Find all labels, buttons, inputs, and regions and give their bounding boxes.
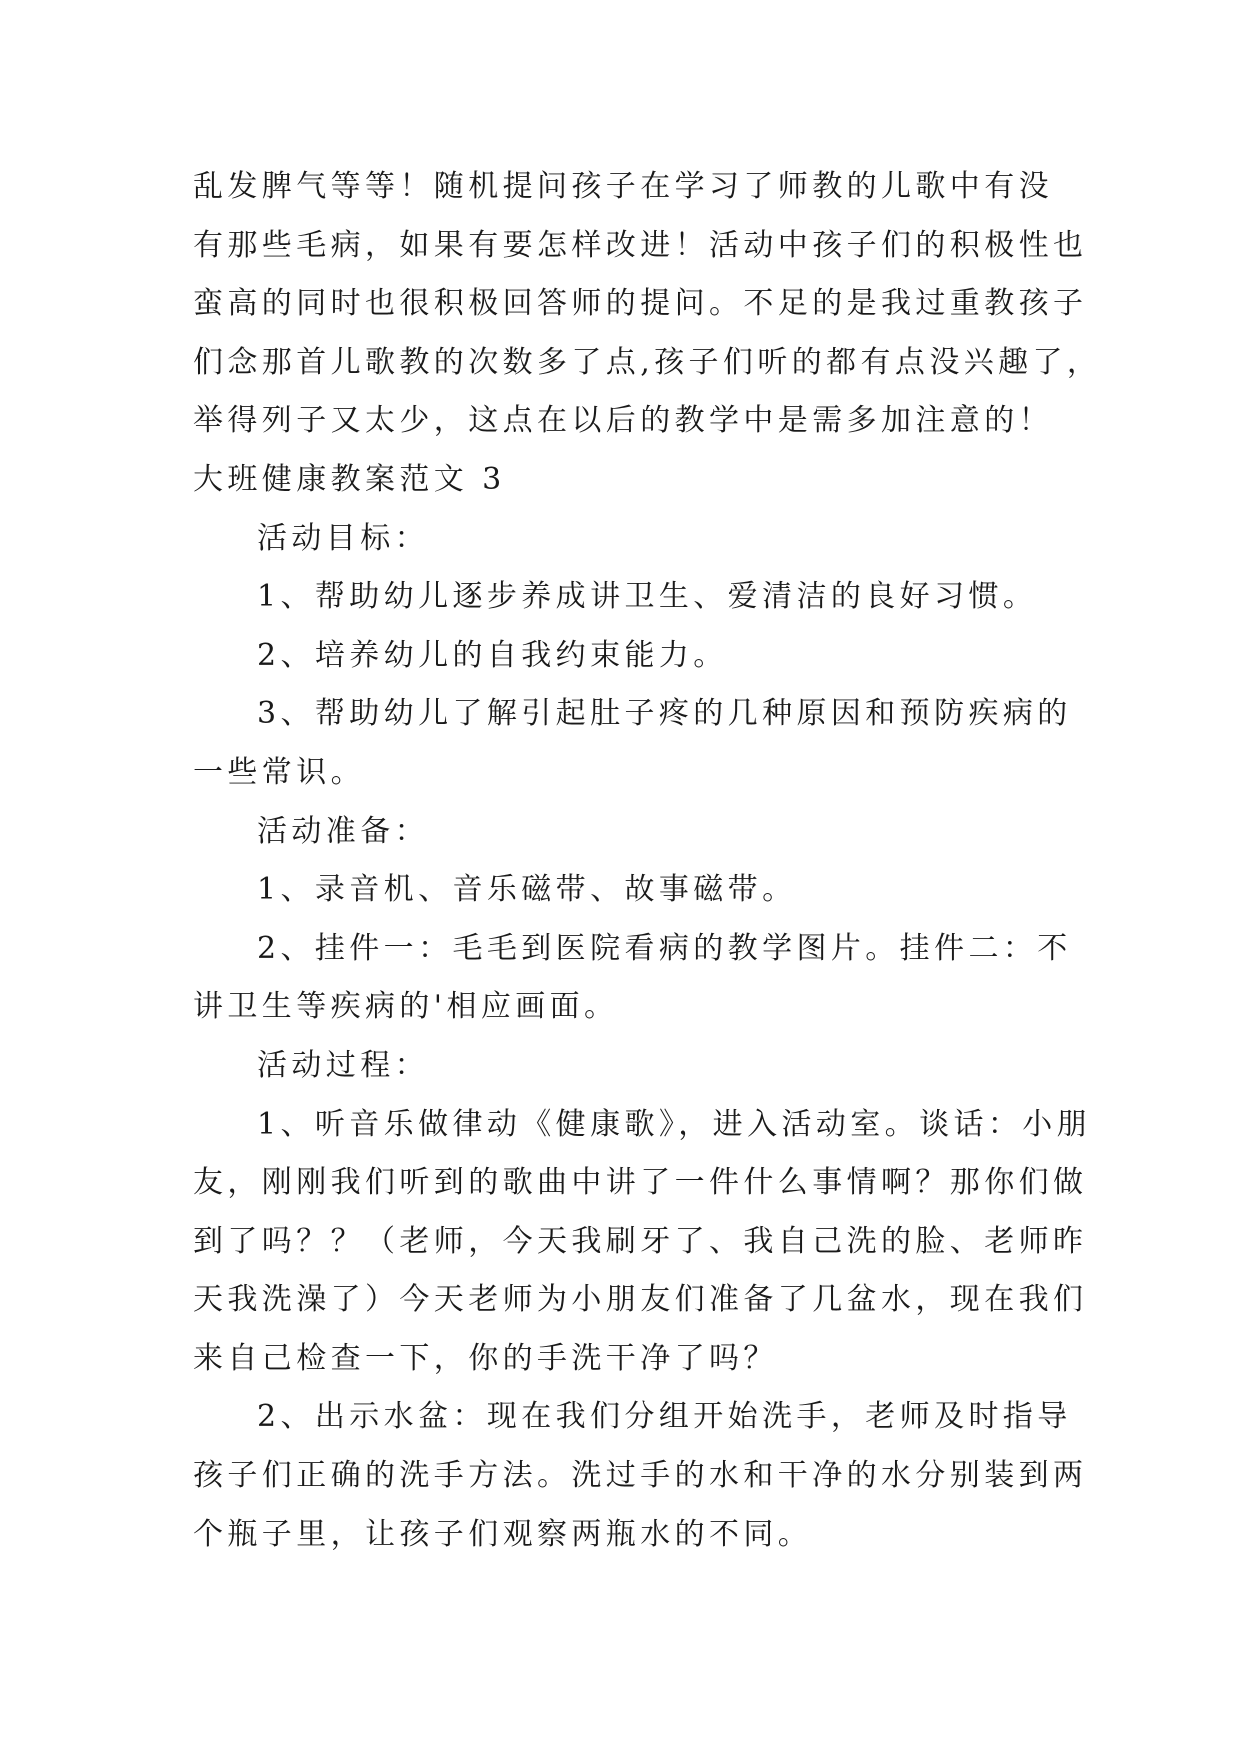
text-line: 天我洗澡了）今天老师为小朋友们准备了几盆水，现在我们: [193, 1282, 1088, 1318]
text-line: 2、培养幼儿的自我约束能力。: [257, 637, 728, 673]
text-line: 1、帮助幼儿逐步养成讲卫生、爱清洁的良好习惯。: [257, 579, 1038, 615]
text-line: 活动准备：: [257, 813, 429, 849]
text-line: 1、录音机、音乐磁带、故事磁带。: [257, 872, 797, 908]
text-line: 讲卫生等疾病的'相应画面。: [193, 989, 619, 1025]
text-line: 到了吗？？（老师，今天我刷牙了、我自己洗的脸、老师昨: [193, 1223, 1088, 1259]
text-line: 活动目标：: [257, 520, 429, 556]
text-line: 1、听音乐做律动《健康歌》，进入活动室。谈话：小朋: [257, 1106, 1092, 1142]
text-line: 活动过程：: [257, 1047, 429, 1083]
text-line: 来自己检查一下，你的手洗干净了吗？: [193, 1340, 778, 1376]
text-line: 友，刚刚我们听到的歌曲中讲了一件什么事情啊？那你们做: [193, 1165, 1088, 1201]
document-body: [193, 158, 1102, 1564]
text-line: 一些常识。: [193, 754, 365, 790]
text-line: 蛮高的同时也很积极回答师的提问。不足的是我过重教孩子: [193, 286, 1088, 322]
section-heading: 大班健康教案范文 3: [193, 461, 506, 497]
text-line: 乱发脾气等等！随机提问孩子在学习了师教的儿歌中有没: [193, 169, 1053, 204]
text-line: 3、帮助幼儿了解引起肚子疼的几种原因和预防疾病的: [257, 696, 1072, 732]
text-line: 举得列子又太少，这点在以后的教学中是需多加注意的！: [193, 403, 1053, 439]
text-line: 们念那首儿歌教的次数多了点,孩子们听的都有点没兴趣了，: [193, 344, 1102, 380]
text-line: 2、出示水盆：现在我们分组开始洗手，老师及时指导: [257, 1399, 1072, 1435]
text-line: 2、挂件一：毛毛到医院看病的教学图片。挂件二：不: [257, 930, 1072, 966]
text-line: 孩子们正确的洗手方法。洗过手的水和干净的水分别装到两: [193, 1458, 1088, 1494]
text-line: 个瓶子里，让孩子们观察两瓶水的不同。: [193, 1516, 813, 1552]
text-line: 有那些毛病，如果有要怎样改进！活动中孩子们的积极性也: [193, 227, 1088, 263]
